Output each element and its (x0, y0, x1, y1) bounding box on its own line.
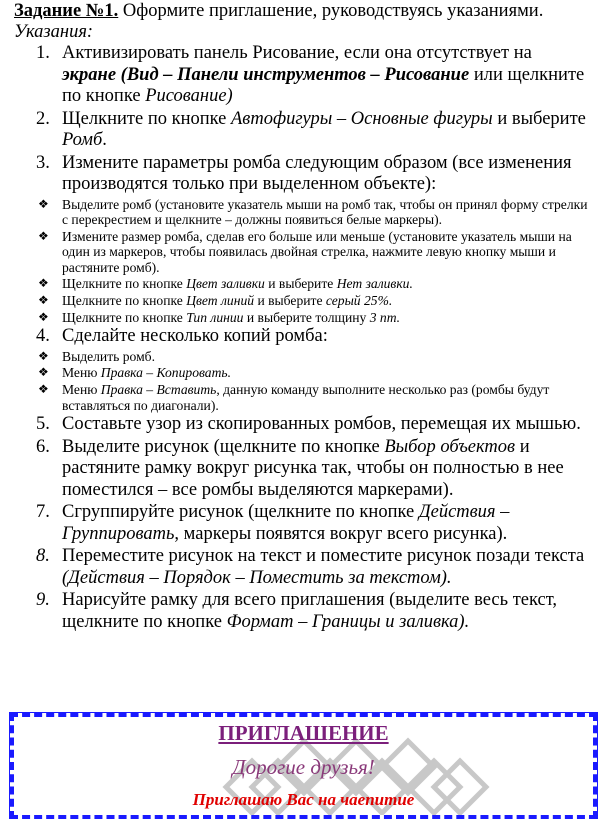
diamond-bullet-icon: ❖ (38, 293, 49, 308)
text-segment: и выберите (254, 293, 326, 309)
text-segment: и выберите толщину (243, 309, 370, 325)
numbered-item (14, 153, 587, 196)
text-segment: серый 25%. (325, 293, 393, 309)
text-segment: Щелкните по кнопке (62, 293, 187, 309)
diamond-bullet-icon: ❖ (38, 348, 49, 363)
instructions-label: Указания: (14, 22, 94, 42)
bullet-item (14, 349, 594, 365)
bullet-item (14, 310, 594, 326)
bullet-item (14, 293, 594, 309)
task-label: Задание №1. (14, 1, 119, 21)
text-segment: Сделайте несколько копий ромба: (62, 326, 328, 347)
numbered-item (14, 546, 587, 589)
text-segment: Цвет линий (186, 293, 255, 309)
text-segment: Активизировать панель Рисование, если она отсутствует на (62, 43, 532, 63)
text-segment: Составьте узор из скопированных ромбов, перемещая их мышью. (62, 414, 581, 435)
bullet-item (14, 197, 594, 228)
item-number: 6. (36, 436, 50, 457)
text-segment: 3 пт. (369, 309, 401, 325)
text-segment: Нет заливки. (336, 276, 413, 292)
text-segment: Рисование) (145, 86, 233, 106)
text-segment: Правка – Копировать. (100, 365, 232, 381)
item-number: 3. (36, 152, 50, 173)
text-segment: Выделите ромб (установите указатель мыши на ромб так, чтобы он принял форму стрелки с перекрестием и щелкните – должны появиться белые маркеры). (62, 196, 588, 228)
text-segment: и выберите (264, 276, 337, 292)
numbered-item (14, 437, 587, 502)
text-segment: Выбор объектов (384, 436, 516, 457)
text-segment: Формат – Границы и заливка). (226, 611, 470, 632)
text-segment: Автофигуры – Основные фигуры (231, 108, 493, 129)
document (14, 0, 604, 634)
text-segment: Меню (62, 381, 101, 397)
text-segment: . (102, 130, 107, 150)
invitation-title: ПРИГЛАШЕНИЕ (218, 721, 389, 745)
text-segment: Переместите рисунок на текст и поместите рисунок позади текста (62, 546, 585, 567)
text-segment: , данную команду выполните несколько раз (ромбы будут вставляться по диагонали). (62, 381, 550, 413)
diamond-bullet-icon: ❖ (38, 228, 49, 243)
text-segment: Тип линии (186, 309, 244, 325)
task-heading (14, 1, 604, 22)
text-segment: экране (Вид – Панели инструментов – Рисование (62, 64, 470, 85)
text-segment: Нарисуйте рамку для всего приглашения (выделите весь текст, щелкните по кнопке (62, 590, 558, 632)
diamond-bullet-icon: ❖ (38, 276, 49, 291)
bullet-item (14, 276, 594, 292)
text-segment: Измените параметры ромба следующим образом (все изменения производятся только при выделенном объекте): (62, 152, 572, 194)
numbered-item (14, 326, 587, 348)
text-segment: (Действия – Порядок – Поместить за текстом). (62, 567, 452, 588)
instruction-list (14, 43, 604, 633)
text-segment: Щелкните по кнопке (62, 276, 187, 292)
bullet-item (14, 229, 594, 276)
bullet-item (14, 382, 594, 413)
diamond-bullet-icon: ❖ (38, 365, 49, 380)
text-segment: Ромб (62, 130, 103, 150)
numbered-item (14, 109, 587, 152)
text-segment: Щелкните по кнопке (62, 108, 231, 129)
bullet-item (14, 365, 594, 381)
numbered-item (14, 590, 587, 633)
item-number: 5. (36, 414, 50, 435)
numbered-item (14, 43, 587, 108)
text-segment: Выделите рисунок (щелкните по кнопке (62, 436, 385, 457)
text-segment: Сгруппируйте рисунок (щелкните по кнопке (62, 502, 419, 523)
item-number: 8. (36, 546, 50, 567)
text-segment: или щелкните по кнопке (62, 64, 585, 106)
diamond-bullet-icon: ❖ (38, 381, 49, 396)
numbered-item (14, 502, 587, 545)
text-segment: Действия – Группировать (62, 502, 510, 544)
invitation-greeting: Дорогие друзья! (232, 755, 375, 779)
numbered-item (14, 414, 587, 436)
text-segment: Щелкните по кнопке (62, 309, 187, 325)
text-segment: Меню (62, 365, 101, 381)
invitation-line: Приглашаю Вас на чаепитие (192, 790, 415, 809)
text-segment: Измените размер ромба, сделав его больше или меньше (установите указатель мыши на один из маркеров, чтобы появилась двойная стрелка, нажмите левую кнопку мыши и растяните ромб). (62, 228, 572, 275)
diamond-bullet-icon: ❖ (38, 196, 49, 211)
text-segment: Цвет заливки (186, 276, 265, 292)
text-segment: и растяните рамку вокруг рисунка так, чтобы он полностью в нее поместился – все ромбы выделяются маркерами). (62, 436, 564, 500)
item-number: 1. (36, 43, 50, 63)
diamond-bullet-icon: ❖ (38, 309, 49, 324)
item-number: 7. (36, 502, 50, 523)
text-segment: , маркеры появятся вокруг всего рисунка). (174, 523, 508, 544)
task-text: Оформите приглашение, руководствуясь указаниями. (118, 1, 544, 21)
invitation-frame (10, 713, 597, 819)
text-segment: Правка – Вставить (100, 381, 217, 397)
item-number: 2. (36, 108, 50, 129)
text-segment: и выберите (492, 108, 586, 129)
item-number: 9. (36, 590, 50, 611)
item-number: 4. (36, 326, 50, 347)
text-segment: Выделить ромб. (62, 348, 155, 364)
